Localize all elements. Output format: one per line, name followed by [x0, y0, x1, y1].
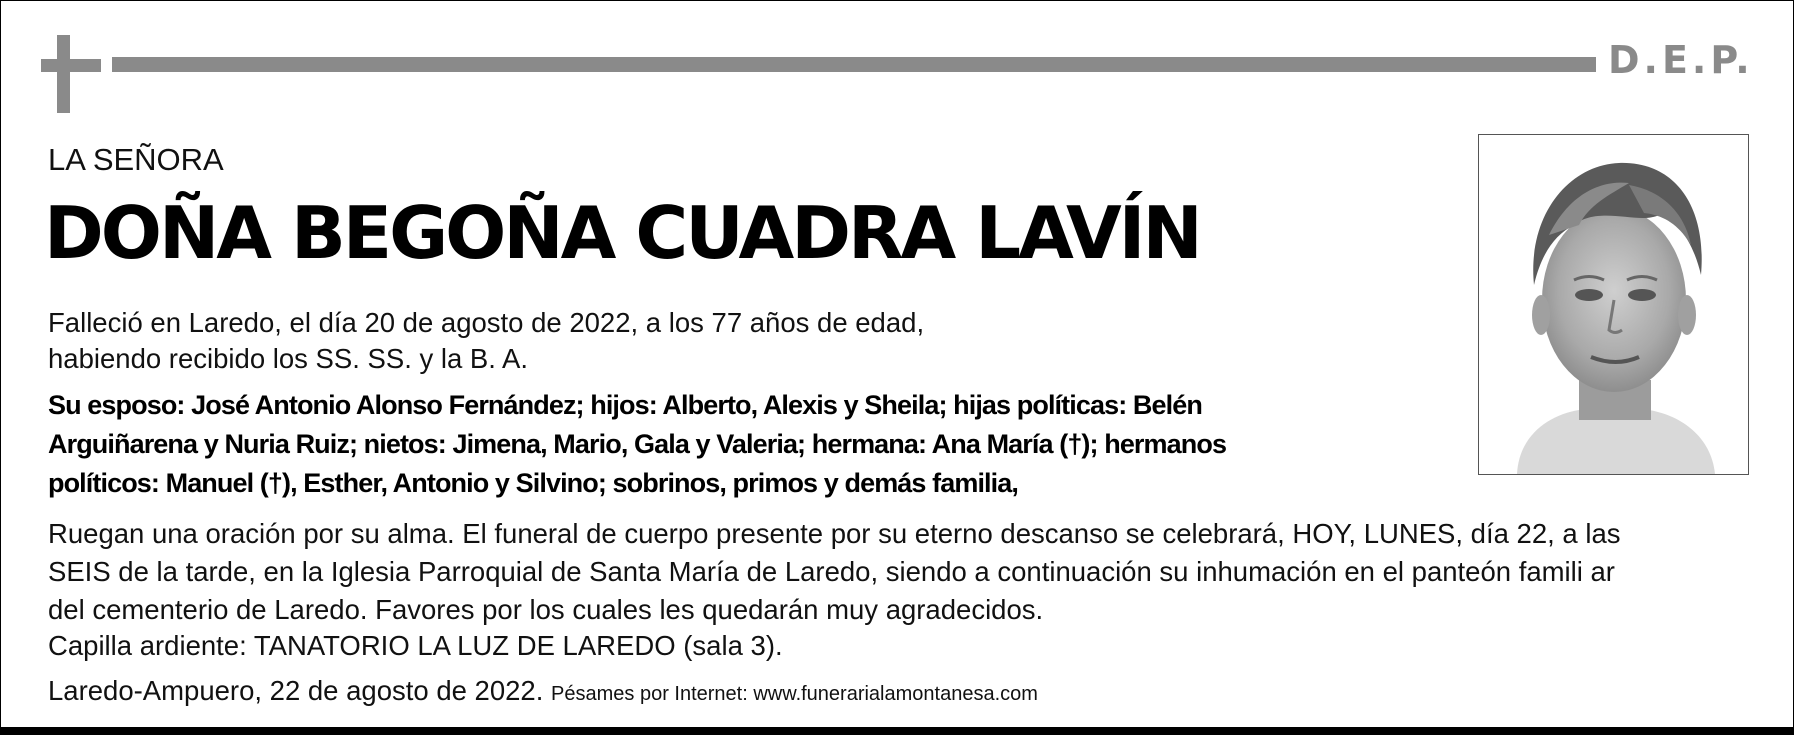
family-line: políticos: Manuel (†), Esther, Antonio y Silvino; sobrinos, primos y demás familia,	[48, 468, 1018, 498]
service-line-2: SEIS de la tarde, en la Iglesia Parroquial de Santa María de Laredo, siendo a continuación su inhumación en el panteón famili ar	[48, 556, 1615, 587]
header-rule	[112, 57, 1596, 72]
family-paragraph	[48, 386, 1488, 503]
family-line: Arguiñarena y Nuria Ruiz; nietos: Jimena, Mario, Gala y Valeria; hermana: Ana María (†); hermanos	[48, 429, 1227, 459]
footer-line	[48, 672, 1038, 713]
death-line-1: Falleció en Laredo, el día 20 de agosto de 2022, a los 77 años de edad,	[48, 307, 925, 338]
death-line-2: habiendo recibido los SS. SS. y la B. A.	[48, 343, 529, 374]
service-line-3: del cementerio de Laredo. Favores por los cuales les quedarán muy agradecidos.	[48, 594, 1044, 625]
portrait-photo	[1478, 134, 1749, 475]
family-line: Su esposo: José Antonio Alonso Fernández; hijos: Alberto, Alexis y Sheila; hijas políticas: Belén	[48, 390, 1202, 420]
condolences-link[interactable]: Pésames por Internet: www.funerarialamontanesa.com	[551, 683, 1038, 705]
honorific: LA SEÑORA	[48, 142, 224, 177]
place-date: Laredo-Ampuero, 22 de agosto de 2022.	[48, 675, 544, 706]
dep-badge: D.E.P.	[1608, 38, 1754, 82]
service-line-1: Ruegan una oración por su alma. El funeral de cuerpo presente por su eterno descanso se celebrará, HOY, LUNES, día 22, a las	[48, 518, 1621, 549]
chapel-line: Capilla ardiente: TANATORIO LA LUZ DE LAREDO (sala 3).	[48, 630, 783, 661]
deceased-name: DOÑA BEGOÑA CUADRA LAVÍN	[44, 191, 1200, 275]
